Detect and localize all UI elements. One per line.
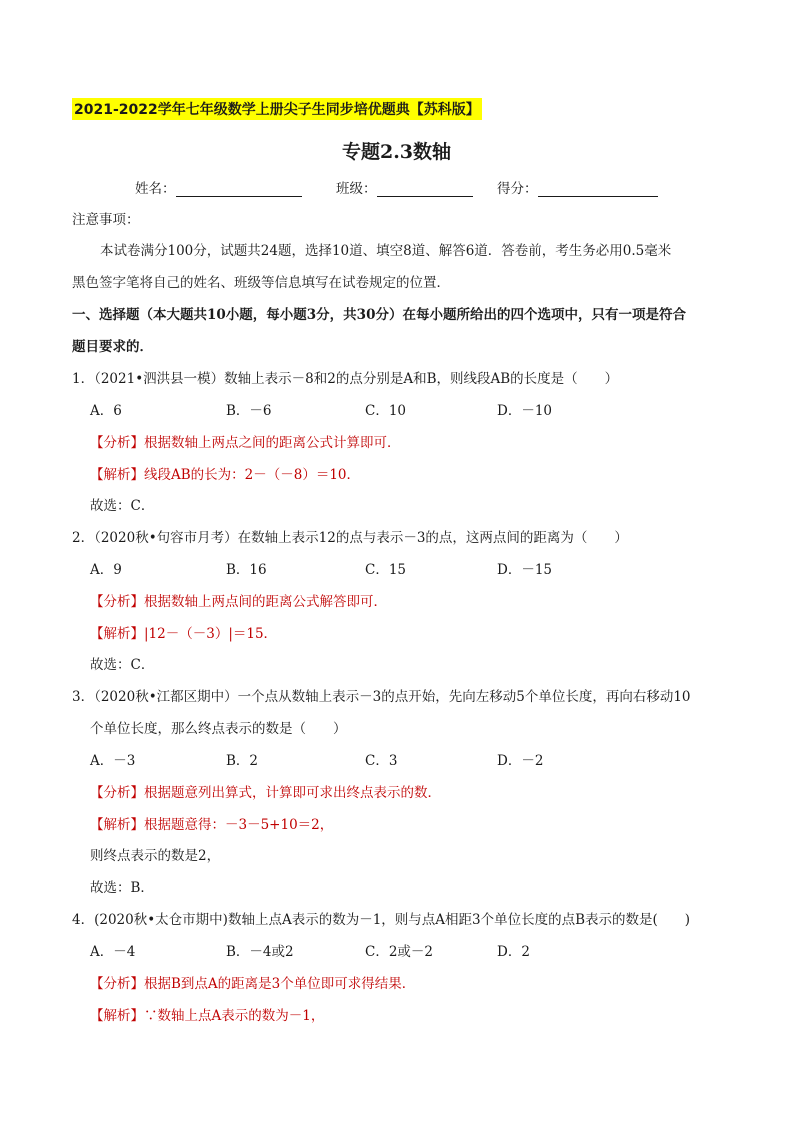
question-3-option-a[interactable]: A．－3 [90, 753, 136, 769]
page-title: 专题2.3数轴 [341, 141, 452, 163]
question-3-extra: 则终点表示的数是2， [90, 848, 221, 864]
question-2-option-c[interactable]: C．15 [365, 562, 407, 578]
question-1-option-d[interactable]: D．－10 [497, 403, 553, 419]
question-4-option-c[interactable]: C．2或－2 [365, 944, 434, 960]
question-2-answer: 故选：C． [90, 657, 155, 673]
score-label: 得分： [497, 181, 538, 197]
question-3-option-b[interactable]: B．2 [226, 753, 259, 769]
name-input-line[interactable] [176, 182, 302, 197]
question-1-solution: 【解析】线段AB的长为：2－（－8）＝10． [90, 467, 361, 483]
notice-heading: 注意事项： [72, 212, 140, 228]
question-2-analysis: 【分析】根据数轴上两点间的距离公式解答即可． [90, 594, 387, 610]
question-2-solution: 【解析】|12－（－3）|＝15． [90, 626, 278, 642]
score-input-line[interactable] [538, 182, 658, 197]
question-4-option-d[interactable]: D．2 [497, 944, 530, 960]
question-4-option-a[interactable]: A．－4 [90, 944, 136, 960]
question-2-option-d[interactable]: D．－15 [497, 562, 553, 578]
question-2-stem: 2．（2020秋•句容市月考）在数轴上表示12的点与表示－3的点，这两点间的距离为（ ） [72, 530, 628, 546]
question-4-stem: 4．(2020秋•太仓市期中)数轴上点A表示的数为－1，则与点A相距3个单位长度的点B表示的数是( ) [72, 912, 691, 928]
question-3-solution: 【解析】根据题意得：－3－5+10＝2， [90, 817, 334, 833]
notice-line-1: 本试卷满分100分，试题共24题，选择10道、填空8道、解答6道．答卷前，考生务必用0.5毫米 [100, 243, 672, 259]
section-heading-line-2: 题目要求的． [72, 339, 153, 355]
question-3-stem-line-1: 3．（2020秋•江都区期中）一个点从数轴上表示－3的点开始，先向左移动5个单位长度，再向右移动10 [72, 689, 691, 705]
document-banner: 2021-2022学年七年级数学上册尖子生同步培优题典【苏科版】 [72, 98, 482, 120]
question-4-analysis: 【分析】根据B到点A的距离是3个单位即可求得结果． [90, 976, 416, 992]
question-3-stem-line-2: 个单位长度，那么终点表示的数是（ ） [90, 721, 347, 737]
class-field [336, 177, 473, 197]
question-2-option-a[interactable]: A．9 [90, 562, 122, 578]
question-2-option-b[interactable]: B．16 [226, 562, 267, 578]
question-3-answer: 故选：B． [90, 880, 154, 896]
question-1-analysis: 【分析】根据数轴上两点之间的距离公式计算即可． [90, 435, 401, 451]
question-3-analysis: 【分析】根据题意列出算式，计算即可求出终点表示的数． [90, 785, 441, 801]
question-1-stem: 1．（2021•泗洪县一模）数轴上表示－8和2的点分别是A和B，则线段AB的长度是（ ） [72, 371, 619, 387]
question-3-option-c[interactable]: C．3 [365, 753, 398, 769]
section-heading-line-1: 一、选择题（本大题共10小题，每小题3分，共30分）在每小题所给出的四个选项中，只有一项是符合 [72, 307, 686, 323]
question-1-answer: 故选：C． [90, 498, 155, 514]
score-field [497, 177, 658, 197]
class-input-line[interactable] [377, 182, 473, 197]
notice-line-2: 黑色签字笔将自己的姓名、班级等信息填写在试卷规定的位置． [72, 275, 450, 291]
class-label: 班级： [336, 181, 377, 197]
question-1-option-b[interactable]: B．－6 [226, 403, 272, 419]
name-field [135, 177, 302, 197]
question-3-option-d[interactable]: D．－2 [497, 753, 544, 769]
question-4-option-b[interactable]: B．－4或2 [226, 944, 294, 960]
question-4-solution: 【解析】∵数轴上点A表示的数为－1， [90, 1008, 325, 1024]
name-label: 姓名： [135, 181, 176, 197]
question-1-option-a[interactable]: A．6 [90, 403, 122, 419]
question-1-option-c[interactable]: C．10 [365, 403, 407, 419]
